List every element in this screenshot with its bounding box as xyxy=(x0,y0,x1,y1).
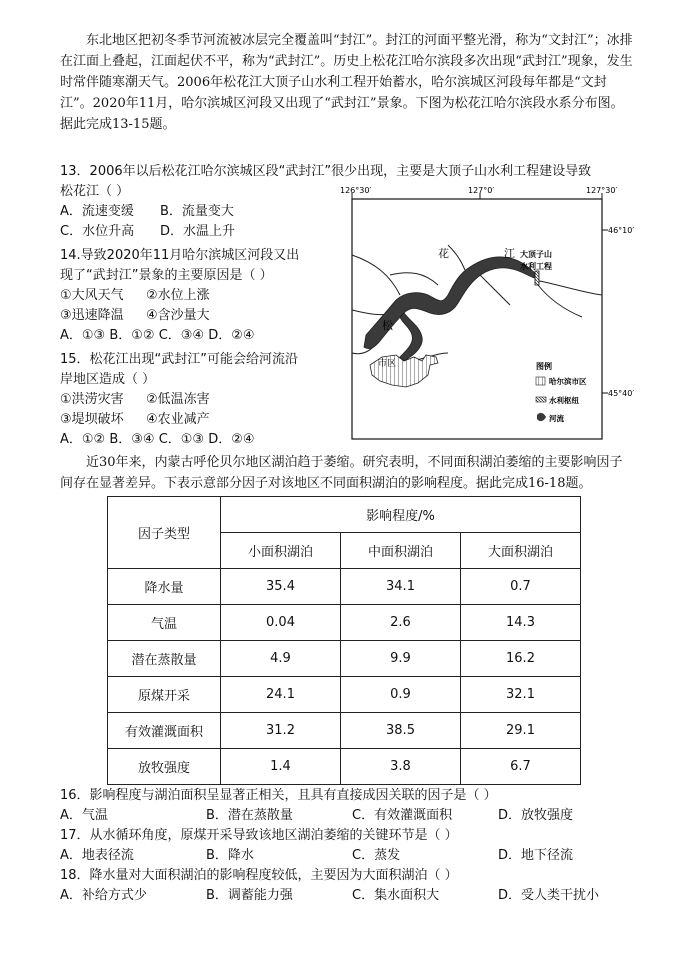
q14-stem-1: 14.导致2020年11月哈尔滨城区河段又出 xyxy=(60,248,300,263)
value-cell: 1.4 xyxy=(221,749,341,785)
value-cell: 31.2 xyxy=(221,713,341,749)
dam-label-1: 大顶子山 xyxy=(520,250,552,259)
legend-title: 图例 xyxy=(536,362,552,371)
lat-label-2: 45°40′ xyxy=(608,389,635,398)
q18-option-a: A．补给方式少 xyxy=(60,888,147,903)
q13-option-b: B．流量变大 xyxy=(160,204,234,219)
value-cell: 29.1 xyxy=(461,713,581,749)
q13-stem-2: 松花江（ ） xyxy=(60,184,130,199)
factor-header: 因子类型 xyxy=(108,497,221,569)
dam-marker xyxy=(535,271,539,285)
question-15 xyxy=(60,350,298,450)
table-row xyxy=(108,749,581,785)
q16-option-a: A．气温 xyxy=(60,808,108,823)
q15-option-1: ①洪涝灾害 xyxy=(60,392,124,407)
q17-option-d: D．地下径流 xyxy=(498,848,574,863)
q17-stem: 17．从水循环角度，原煤开采导致该地区湖泊萎缩的关键环节是（ ） xyxy=(60,828,458,843)
value-cell: 9.9 xyxy=(341,641,461,677)
value-cell: 4.9 xyxy=(221,641,341,677)
q17-option-a: A．地表径流 xyxy=(60,848,134,863)
table-row xyxy=(108,605,581,641)
impact-table xyxy=(107,496,581,785)
value-cell: 3.8 xyxy=(341,749,461,785)
q16-option-b: B．潜在蒸散量 xyxy=(206,808,293,823)
q14-stem-2: 现了“武封江”景象的主要原因是（ ） xyxy=(60,268,273,283)
questions-16-18 xyxy=(60,786,645,906)
legend-dam-label: 水利枢纽 xyxy=(549,396,579,405)
q14-option-3: ③迅速降温 xyxy=(60,308,124,323)
q14-answers: A．①③ B．①② C．③④ D．②④ xyxy=(60,328,255,343)
q15-stem-1: 15．松花江出现“武封江”可能会给河流沿 xyxy=(60,352,299,367)
intro-text-2: 近30年来，内蒙古呼伦贝尔地区湖泊趋于萎缩。研究表明，不同面积湖泊萎缩的主要影响因子间存在显著差异。下表示意部分因子对该地区不同面积湖泊的影响程度。据此完成16-18题。 xyxy=(60,455,623,491)
value-cell: 6.7 xyxy=(461,749,581,785)
q18-stem: 18．降水量对大面积湖泊的影响程度较低，主要因为大面积湖泊（ ） xyxy=(60,868,458,883)
intro-paragraph-1 xyxy=(60,30,635,135)
table-row xyxy=(108,677,581,713)
q15-option-2: ②低温冻害 xyxy=(146,392,210,407)
factor-cell: 降水量 xyxy=(108,569,221,605)
legend-dam-swatch xyxy=(536,397,546,402)
legend-river-label: 河流 xyxy=(549,414,564,423)
value-cell: 0.7 xyxy=(461,569,581,605)
value-cell: 14.3 xyxy=(461,605,581,641)
q18-option-c: C．集水面积大 xyxy=(352,888,440,903)
legend-city-swatch xyxy=(536,377,545,385)
factor-cell: 潜在蒸散量 xyxy=(108,641,221,677)
value-cell: 35.4 xyxy=(221,569,341,605)
value-cell: 2.6 xyxy=(341,605,461,641)
q17-option-c: C．蒸发 xyxy=(352,848,401,863)
table-row xyxy=(108,641,581,677)
factor-cell: 气温 xyxy=(108,605,221,641)
q13-stem-1: 13．2006年以后松花江哈尔滨城区段“武封江”很少出现，主要是大顶子山水利工程建设导致 xyxy=(60,164,592,179)
value-cell: 24.1 xyxy=(221,677,341,713)
value-cell: 34.1 xyxy=(341,569,461,605)
q16-option-c: C．有效灌溉面积 xyxy=(352,808,453,823)
q18-option-b: B．调蓄能力强 xyxy=(206,888,293,903)
col-header: 小面积湖泊 xyxy=(221,533,341,569)
legend-city-label: 哈尔滨市区 xyxy=(549,377,587,386)
value-cell: 16.2 xyxy=(461,641,581,677)
value-cell: 32.1 xyxy=(461,677,581,713)
q16-option-d: D．放牧强度 xyxy=(498,808,574,823)
q15-option-4: ④农业减产 xyxy=(146,412,210,427)
intro-text-1: 东北地区把初冬季节河流被冰层完全覆盖叫“封江”。封江的河面平整光滑，称为“文封江”；冰排在江面上叠起，江面起伏不平，称为“武封江”。历史上松花江哈尔滨段多次出现“武封江”现象，发生时常伴随寒潮天气。2006年松花江大顶子山水利工程开始蓄水，哈尔滨城区河段每年都是“文封江”。2020年11月，哈尔滨城区河段又出现了“武封江”景象。下图为松花江哈尔滨段水系分布图。据此完成13-15题。 xyxy=(60,33,633,132)
lon-label-2: 127°0′ xyxy=(468,186,495,195)
q13-option-d: D．水温上升 xyxy=(160,224,236,239)
value-cell: 0.9 xyxy=(341,677,461,713)
q14-option-1: ①大风天气 xyxy=(60,288,124,303)
river-char-hua: 花 xyxy=(438,247,449,260)
q14-option-2: ②水位上涨 xyxy=(146,288,210,303)
q18-option-d: D．受人类干扰小 xyxy=(498,888,600,903)
city-label: 市区 xyxy=(378,359,397,369)
q16-stem: 16．影响程度与湖泊面积呈显著正相关，且具有直接成因关联的因子是（ ） xyxy=(60,788,497,803)
impact-header: 影响程度/% xyxy=(221,497,581,533)
harbin-river-map xyxy=(330,185,645,442)
q13-option-c: C．水位升高 xyxy=(60,224,135,239)
table-row xyxy=(108,569,581,605)
lon-label-1: 126°30′ xyxy=(340,186,372,195)
intro-paragraph-2 xyxy=(60,452,635,494)
q15-stem-2: 岸地区造成（ ） xyxy=(60,372,156,387)
river-char-song: 松 xyxy=(382,319,393,332)
table-row xyxy=(108,713,581,749)
lon-label-3: 127°30′ xyxy=(586,186,618,195)
river-char-jiang: 江 xyxy=(504,247,515,260)
col-header: 中面积湖泊 xyxy=(341,533,461,569)
q14-option-4: ④含沙量大 xyxy=(146,308,210,323)
q15-answers: A．①② B．③④ C．①③ D．②④ xyxy=(60,432,255,447)
q17-option-b: B．降水 xyxy=(206,848,254,863)
factor-cell: 放牧强度 xyxy=(108,749,221,785)
dam-label-2: 水利工程 xyxy=(520,262,552,271)
factor-cell: 有效灌溉面积 xyxy=(108,713,221,749)
lat-label-1: 46°10′ xyxy=(608,226,635,235)
col-header: 大面积湖泊 xyxy=(461,533,581,569)
q13-option-a: A．流速变缓 xyxy=(60,204,134,219)
factor-cell: 原煤开采 xyxy=(108,677,221,713)
value-cell: 0.04 xyxy=(221,605,341,641)
value-cell: 38.5 xyxy=(341,713,461,749)
question-14 xyxy=(60,246,299,346)
q15-option-3: ③堤坝破坏 xyxy=(60,412,124,427)
